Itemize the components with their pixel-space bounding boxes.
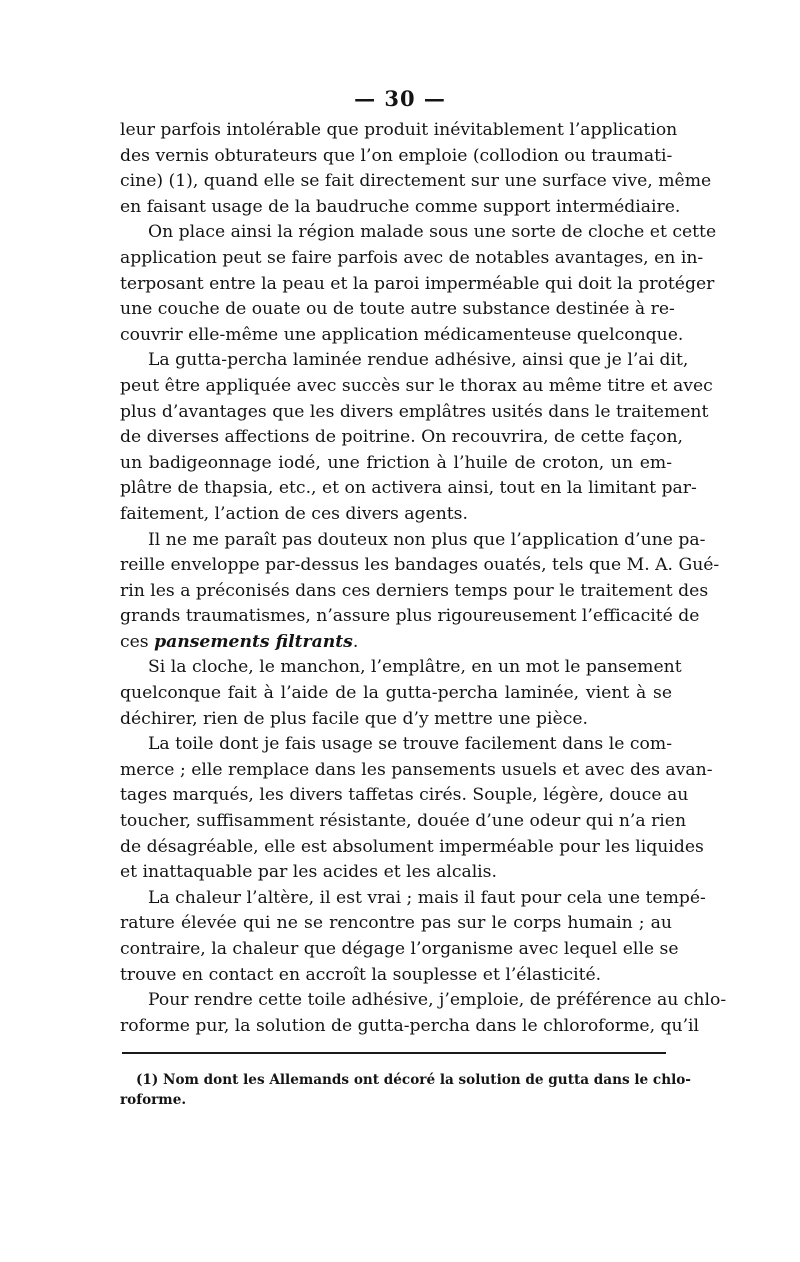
text-line: toucher, suffisamment résistante, douée d’une odeur qui n’a rien bbox=[120, 811, 687, 832]
text-line: roforme pur, la solution de gutta-percha dans le chloroforme, qu’il bbox=[120, 1015, 700, 1036]
text-line: ces pansements filtrants. bbox=[120, 631, 359, 652]
text-line: La chaleur l’altère, il est vrai ; mais il faut pour cela une tempé- bbox=[148, 887, 706, 908]
body-text bbox=[120, 118, 727, 1039]
text-line: des vernis obturateurs que l’on emploie (collodion ou traumati- bbox=[120, 145, 673, 166]
text-line: leur parfois intolérable que produit inévitablement l’application bbox=[120, 120, 678, 140]
italic-phrase: pansements filtrants bbox=[154, 631, 353, 652]
text-line: une couche de ouate ou de toute autre substance destinée à re- bbox=[120, 299, 675, 320]
text-line: reille enveloppe par-dessus les bandages ouatés, tels que M. A. Gué- bbox=[120, 555, 720, 576]
text-line: de désagréable, elle est absolument imperméable pour les liquides bbox=[120, 836, 704, 857]
footnote-line: (1) Nom dont les Allemands ont décoré la solution de gutta dans le chlo- bbox=[136, 1072, 691, 1088]
text-line: On place ainsi la région malade sous une sorte de cloche et cette bbox=[148, 222, 717, 243]
text-line: cine) (1), quand elle se fait directement sur une surface vive, même bbox=[120, 171, 712, 192]
page-number: — 30 — bbox=[354, 86, 446, 111]
text-line: rin les a préconisés dans ces derniers temps pour le traitement des bbox=[120, 580, 709, 601]
text-line: tages marqués, les divers taffetas cirés. Souple, légère, douce au bbox=[120, 785, 689, 806]
text-line: merce ; elle remplace dans les pansements usuels et avec des avan- bbox=[120, 759, 713, 780]
footnote bbox=[120, 1070, 691, 1110]
text-line: rature élevée qui ne se rencontre pas sur le corps humain ; au bbox=[120, 913, 672, 934]
text-line: quelconque fait à l’aide de la gutta-percha laminée, vient à se bbox=[120, 683, 672, 704]
text-line: La toile dont je fais usage se trouve facilement dans le com- bbox=[148, 734, 672, 755]
text-line: contraire, la chaleur que dégage l’organisme avec lequel elle se bbox=[120, 939, 679, 959]
text-line: faitement, l’action de ces divers agents. bbox=[120, 503, 468, 524]
footnote-separator-rule bbox=[122, 1052, 666, 1054]
text-line: un badigeonnage iodé, une friction à l’huile de croton, un em- bbox=[120, 452, 672, 473]
text-line: grands traumatismes, n’assure plus rigoureusement l’efficacité de bbox=[120, 606, 700, 627]
text-line: en faisant usage de la baudruche comme support intermédiaire. bbox=[120, 196, 681, 217]
text-line: plus d’avantages que les divers emplâtres usités dans le traitement bbox=[120, 401, 709, 422]
text-line: Il ne me paraît pas douteux non plus que l’application d’une pa- bbox=[148, 529, 706, 550]
text-line: plâtre de thapsia, etc., et on activera ainsi, tout en la limitant par- bbox=[120, 478, 697, 499]
text-line: couvrir elle-même une application médicamenteuse quelconque. bbox=[120, 324, 684, 345]
text-line: de diverses affections de poitrine. On recouvrira, de cette façon, bbox=[120, 427, 684, 448]
text-line: Pour rendre cette toile adhésive, j’emploie, de préférence au chlo- bbox=[148, 990, 727, 1011]
text-line: déchirer, rien de plus facile que d’y mettre une pièce. bbox=[120, 708, 588, 729]
text-line: Si la cloche, le manchon, l’emplâtre, en un mot le pansement bbox=[148, 657, 682, 678]
text-line: La gutta-percha laminée rendue adhésive, ainsi que je l’ai dit, bbox=[148, 350, 689, 371]
text-line: terposant entre la peau et la paroi imperméable qui doit la protéger bbox=[120, 273, 715, 294]
text-line: et inattaquable par les acides et les alcalis. bbox=[120, 862, 497, 883]
text-line: application peut se faire parfois avec de notables avantages, en in- bbox=[120, 247, 704, 268]
text-line: trouve en contact en accroît la souplesse et l’élasticité. bbox=[120, 964, 602, 985]
footnote-line: roforme. bbox=[120, 1092, 187, 1108]
text-line: peut être appliquée avec succès sur le thorax au même titre et avec bbox=[120, 375, 713, 396]
